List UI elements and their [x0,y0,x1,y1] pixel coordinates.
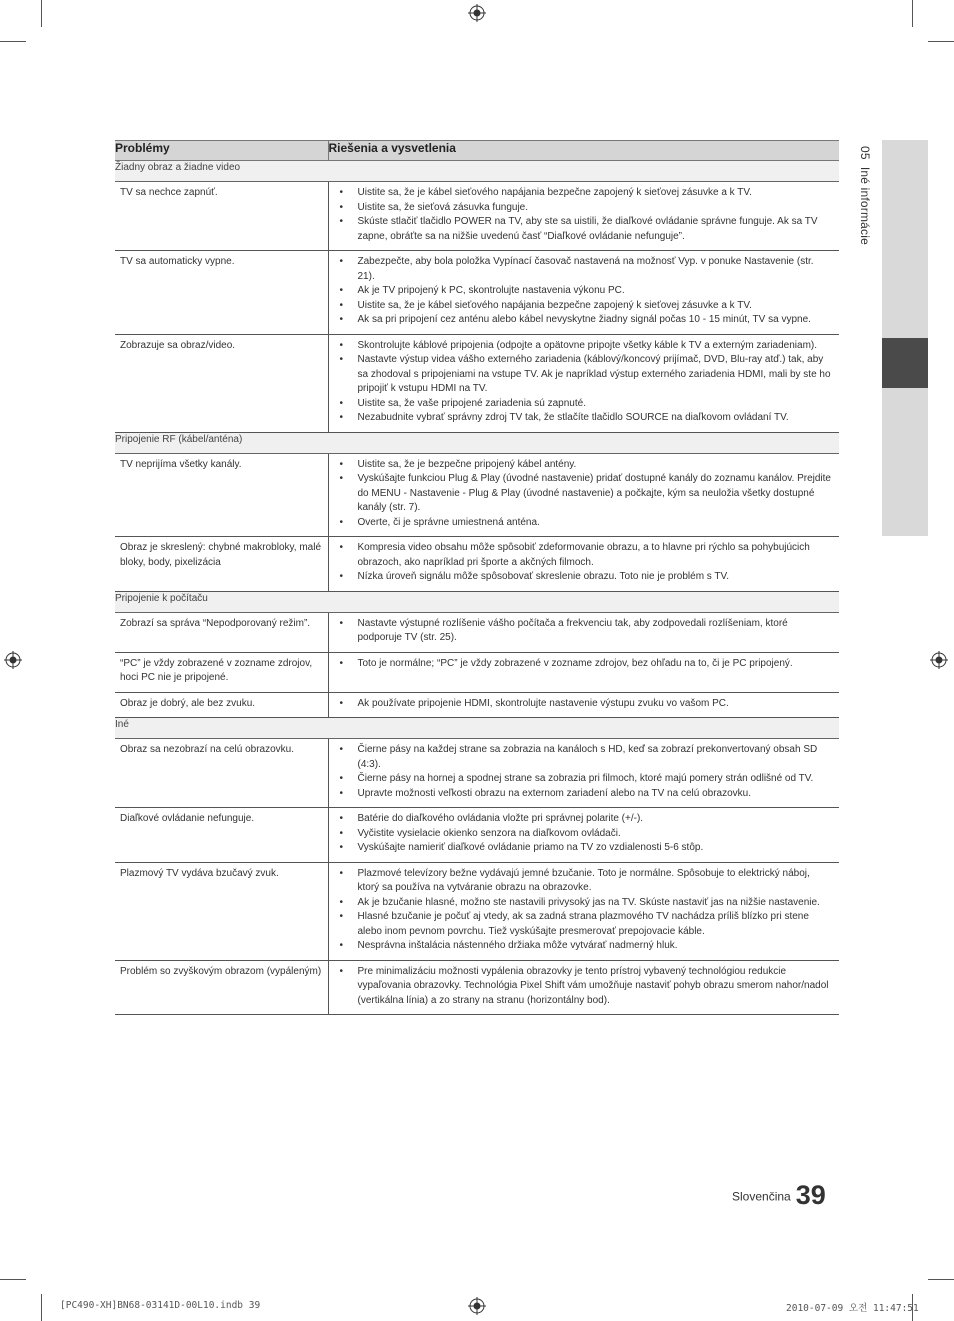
registration-mark-icon [4,651,22,669]
crop-mark [41,1294,42,1321]
solution-item: • Overte, či je správne umiestnená anténa. [337,516,834,531]
print-file-info: [PC490-XH]BN68-03141D-00L10.indb 39 [60,1300,261,1311]
solution-list [337,743,834,801]
solution-item: • Hlasné bzučanie je počuť aj vtedy, ak sa zadná strana plazmového TV nachádza príliš blízko pri stene alebo inom pevnom povrchu. Tiež vyskúšajte presmerovať prepojovacie káble. [337,910,834,939]
solution-list [337,812,834,856]
solution-item: • Vyskúšajte funkciou Plug & Play (úvodné nastavenie) pridať dostupné kanály do zoznamu kanálov. Prejdite do MENU - Nastavenie - Plug & Play (úvodné nastavenie) a počkajte, kým sa neuložia všetky dostupné kanály (str. 7). [337,472,834,516]
section-title: Pripojenie k počítaču [115,591,839,612]
solution-cell [328,453,839,537]
section-row [115,718,839,739]
solution-item: • Batérie do diaľkového ovládania vložte pri správnej polarite (+/-). [337,812,834,827]
solution-cell [328,537,839,592]
solution-list [337,458,834,531]
solution-item: • Čierne pásy na hornej a spodnej strane sa zobrazia pri filmoch, ktoré majú pomery strán odlišné od TV. [337,772,834,787]
section-row [115,161,839,182]
solution-item: • Uistite sa, že je bezpečne pripojený kábel antény. [337,458,834,473]
solution-cell [328,862,839,960]
problem-cell: TV sa nechce zapnúť. [115,182,328,251]
problem-cell: Zobrazí sa správa “Nepodporovaný režim”. [115,612,328,652]
crop-mark [912,0,913,27]
solution-item: • Nastavte výstup videa vášho externého zariadenia (káblový/koncový prijímač, DVD, Blu-ray atď.) tak, aby sa zhodoval s pripojeniami na vstupe TV. Ak je napríklad výstup externého zariadenia HDMI, mali by ste ho pripojiť k vstupu HDMI na TV. [337,353,834,397]
solution-list [337,339,834,426]
chapter-number: 05 [858,146,872,160]
print-date: 2010-07-09 오전 11:47:51 [786,1303,919,1314]
problem-cell: Obraz sa nezobrazí na celú obrazovku. [115,739,328,808]
solution-item: • Ak sa pri pripojení cez anténu alebo kábel nevyskytne žiadny signál počas 10 - 15 minút, TV sa vypne. [337,313,834,328]
section-title: Žiadny obraz a žiadne video [115,161,839,182]
table-row [115,739,839,808]
problem-cell: Problém so zvyškovým obrazom (vypáleným) [115,960,328,1015]
solution-list [337,255,834,328]
registration-mark-icon [468,4,486,22]
crop-mark [928,1279,954,1280]
solution-item: • Ak používate pripojenie HDMI, skontrolujte nastavenie výstupu zvuku vo vašom PC. [337,697,834,712]
table-row [115,612,839,652]
solution-cell [328,182,839,251]
solution-cell [328,334,839,432]
solution-item: • Nesprávna inštalácia nástenného držiaka môže vytvárať nadmerný hluk. [337,939,834,954]
registration-mark-icon [930,651,948,669]
solution-item: • Skúste stlačiť tlačidlo POWER na TV, aby ste sa uistili, že diaľkové ovládanie správne funguje. Ak sa TV zapne, obráťte sa na nižšie uvedenú časť “Diaľkové ovládanie nefunguje”. [337,215,834,244]
solution-cell [328,960,839,1015]
solution-cell [328,612,839,652]
header-solutions: Riešenia a vysvetlenia [328,141,839,161]
solution-list [337,617,834,646]
solution-item: • Skontrolujte káblové pripojenia (odpojte a opätovne pripojte všetky káble k TV a externým zariadeniam). [337,339,834,354]
problem-cell: Zobrazuje sa obraz/video. [115,334,328,432]
solution-item: • Kompresia video obsahu môže spôsobiť zdeformovanie obrazu, a to hlavne pri rýchlo sa pohybujúcich obrazoch, ako napríklad pri športe a akčných filmoch. [337,541,834,570]
solution-list [337,541,834,585]
troubleshooting-table [115,140,839,1015]
section-title: Iné [115,718,839,739]
table-body [115,161,839,1015]
table-row [115,960,839,1015]
problem-cell: Obraz je skreslený: chybné makrobloky, malé bloky, body, pixelizácia [115,537,328,592]
crop-mark [0,1279,26,1280]
section-row [115,432,839,453]
page-number: 39 [795,1180,826,1210]
table-row [115,652,839,692]
chapter-label [858,146,872,245]
problem-cell: Diaľkové ovládanie nefunguje. [115,808,328,863]
table-row [115,453,839,537]
problem-cell: Plazmový TV vydáva bzučavý zvuk. [115,862,328,960]
crop-mark [0,41,26,42]
solution-item: • Uistite sa, že je kábel sieťového napájania bezpečne zapojený k sieťovej zásuvke a k TV. [337,299,834,314]
solution-item: • Nezabudnite vybrať správny zdroj TV tak, že stlačíte tlačidlo SOURCE na diaľkovom ovládaní TV. [337,411,834,426]
solution-item: • Nastavte výstupné rozlíšenie vášho počítača a frekvenciu tak, aby zodpovedali rozlíšeniam, ktoré podporuje TV (str. 25). [337,617,834,646]
section-title: Pripojenie RF (kábel/anténa) [115,432,839,453]
page-number-block [732,1182,826,1213]
page-language: Slovenčina [732,1189,791,1204]
table-row [115,692,839,718]
solution-item: • Ak je TV pripojený k PC, skontrolujte nastavenia výkonu PC. [337,284,834,299]
solution-cell [328,739,839,808]
solution-item: • Vyskúšajte namieriť diaľkové ovládanie priamo na TV zo vzdialenosti 5-6 stôp. [337,841,834,856]
solution-list [337,697,834,712]
table-row [115,862,839,960]
header-problems: Problémy [115,141,328,161]
solution-cell [328,652,839,692]
solution-item: • Uistite sa, že sieťová zásuvka funguje. [337,201,834,216]
solution-item: • Uistite sa, že vaše pripojené zariadenia sú zapnuté. [337,397,834,412]
solution-list [337,657,834,672]
table-header-row [115,141,839,161]
solution-item: • Čierne pásy na každej strane sa zobrazia na kanáloch s HD, keď sa zobrazí prekonvertovaný obsah SD (4:3). [337,743,834,772]
solution-cell [328,251,839,335]
solution-item: • Plazmové televízory bežne vydávajú jemné bzučanie. Toto je normálne. Spôsobuje to elektrický náboj, ktorý sa používa na vytváranie obrazu na obrazovke. [337,867,834,896]
crop-mark [928,41,954,42]
solution-list [337,965,834,1009]
section-row [115,591,839,612]
table-row [115,334,839,432]
solution-cell [328,692,839,718]
problem-cell: TV neprijíma všetky kanály. [115,453,328,537]
table-row [115,182,839,251]
solution-item: • Toto je normálne; “PC” je vždy zobrazené v zozname zdrojov, bez ohľadu na to, či je PC pripojený. [337,657,834,672]
table-row [115,808,839,863]
solution-item: • Ak je bzučanie hlasné, možno ste nastavili privysoký jas na TV. Skúste nastaviť jas na nižšie nastavenie. [337,896,834,911]
solution-item: • Pre minimalizáciu možnosti vypálenia obrazovky je tento prístroj vybavený technológiou redukcie vypaľovania obrazovky. Technológia Pixel Shift vám umožňuje nastaviť pohyb obrazu smerom nahor/nadol (vertikálna línia) a zo strany na stranu (horizontálny bod). [337,965,834,1009]
solution-list [337,186,834,244]
crop-mark [41,0,42,27]
solution-item: • Upravte možnosti veľkosti obrazu na externom zariadení alebo na TV na celú obrazovku. [337,787,834,802]
problem-cell: “PC” je vždy zobrazené v zozname zdrojov, hoci PC nie je pripojené. [115,652,328,692]
table-row [115,537,839,592]
solution-list [337,867,834,954]
chapter-marker [882,338,928,388]
registration-mark-icon [468,1297,486,1315]
problem-cell: Obraz je dobrý, ale bez zvuku. [115,692,328,718]
solution-cell [328,808,839,863]
chapter-title: Iné informácie [858,166,872,245]
solution-item: • Nízka úroveň signálu môže spôsobovať skreslenie obrazu. Toto nie je problém s TV. [337,570,834,585]
solution-item: • Uistite sa, že je kábel sieťového napájania bezpečne zapojený k sieťovej zásuvke a k TV. [337,186,834,201]
solution-item: • Zabezpečte, aby bola položka Vypínací časovač nastavená na možnosť Vyp. v ponuke Nastavenie (str. 21). [337,255,834,284]
table-row [115,251,839,335]
problem-cell: TV sa automaticky vypne. [115,251,328,335]
solution-item: • Vyčistite vysielacie okienko senzora na diaľkovom ovládači. [337,827,834,842]
